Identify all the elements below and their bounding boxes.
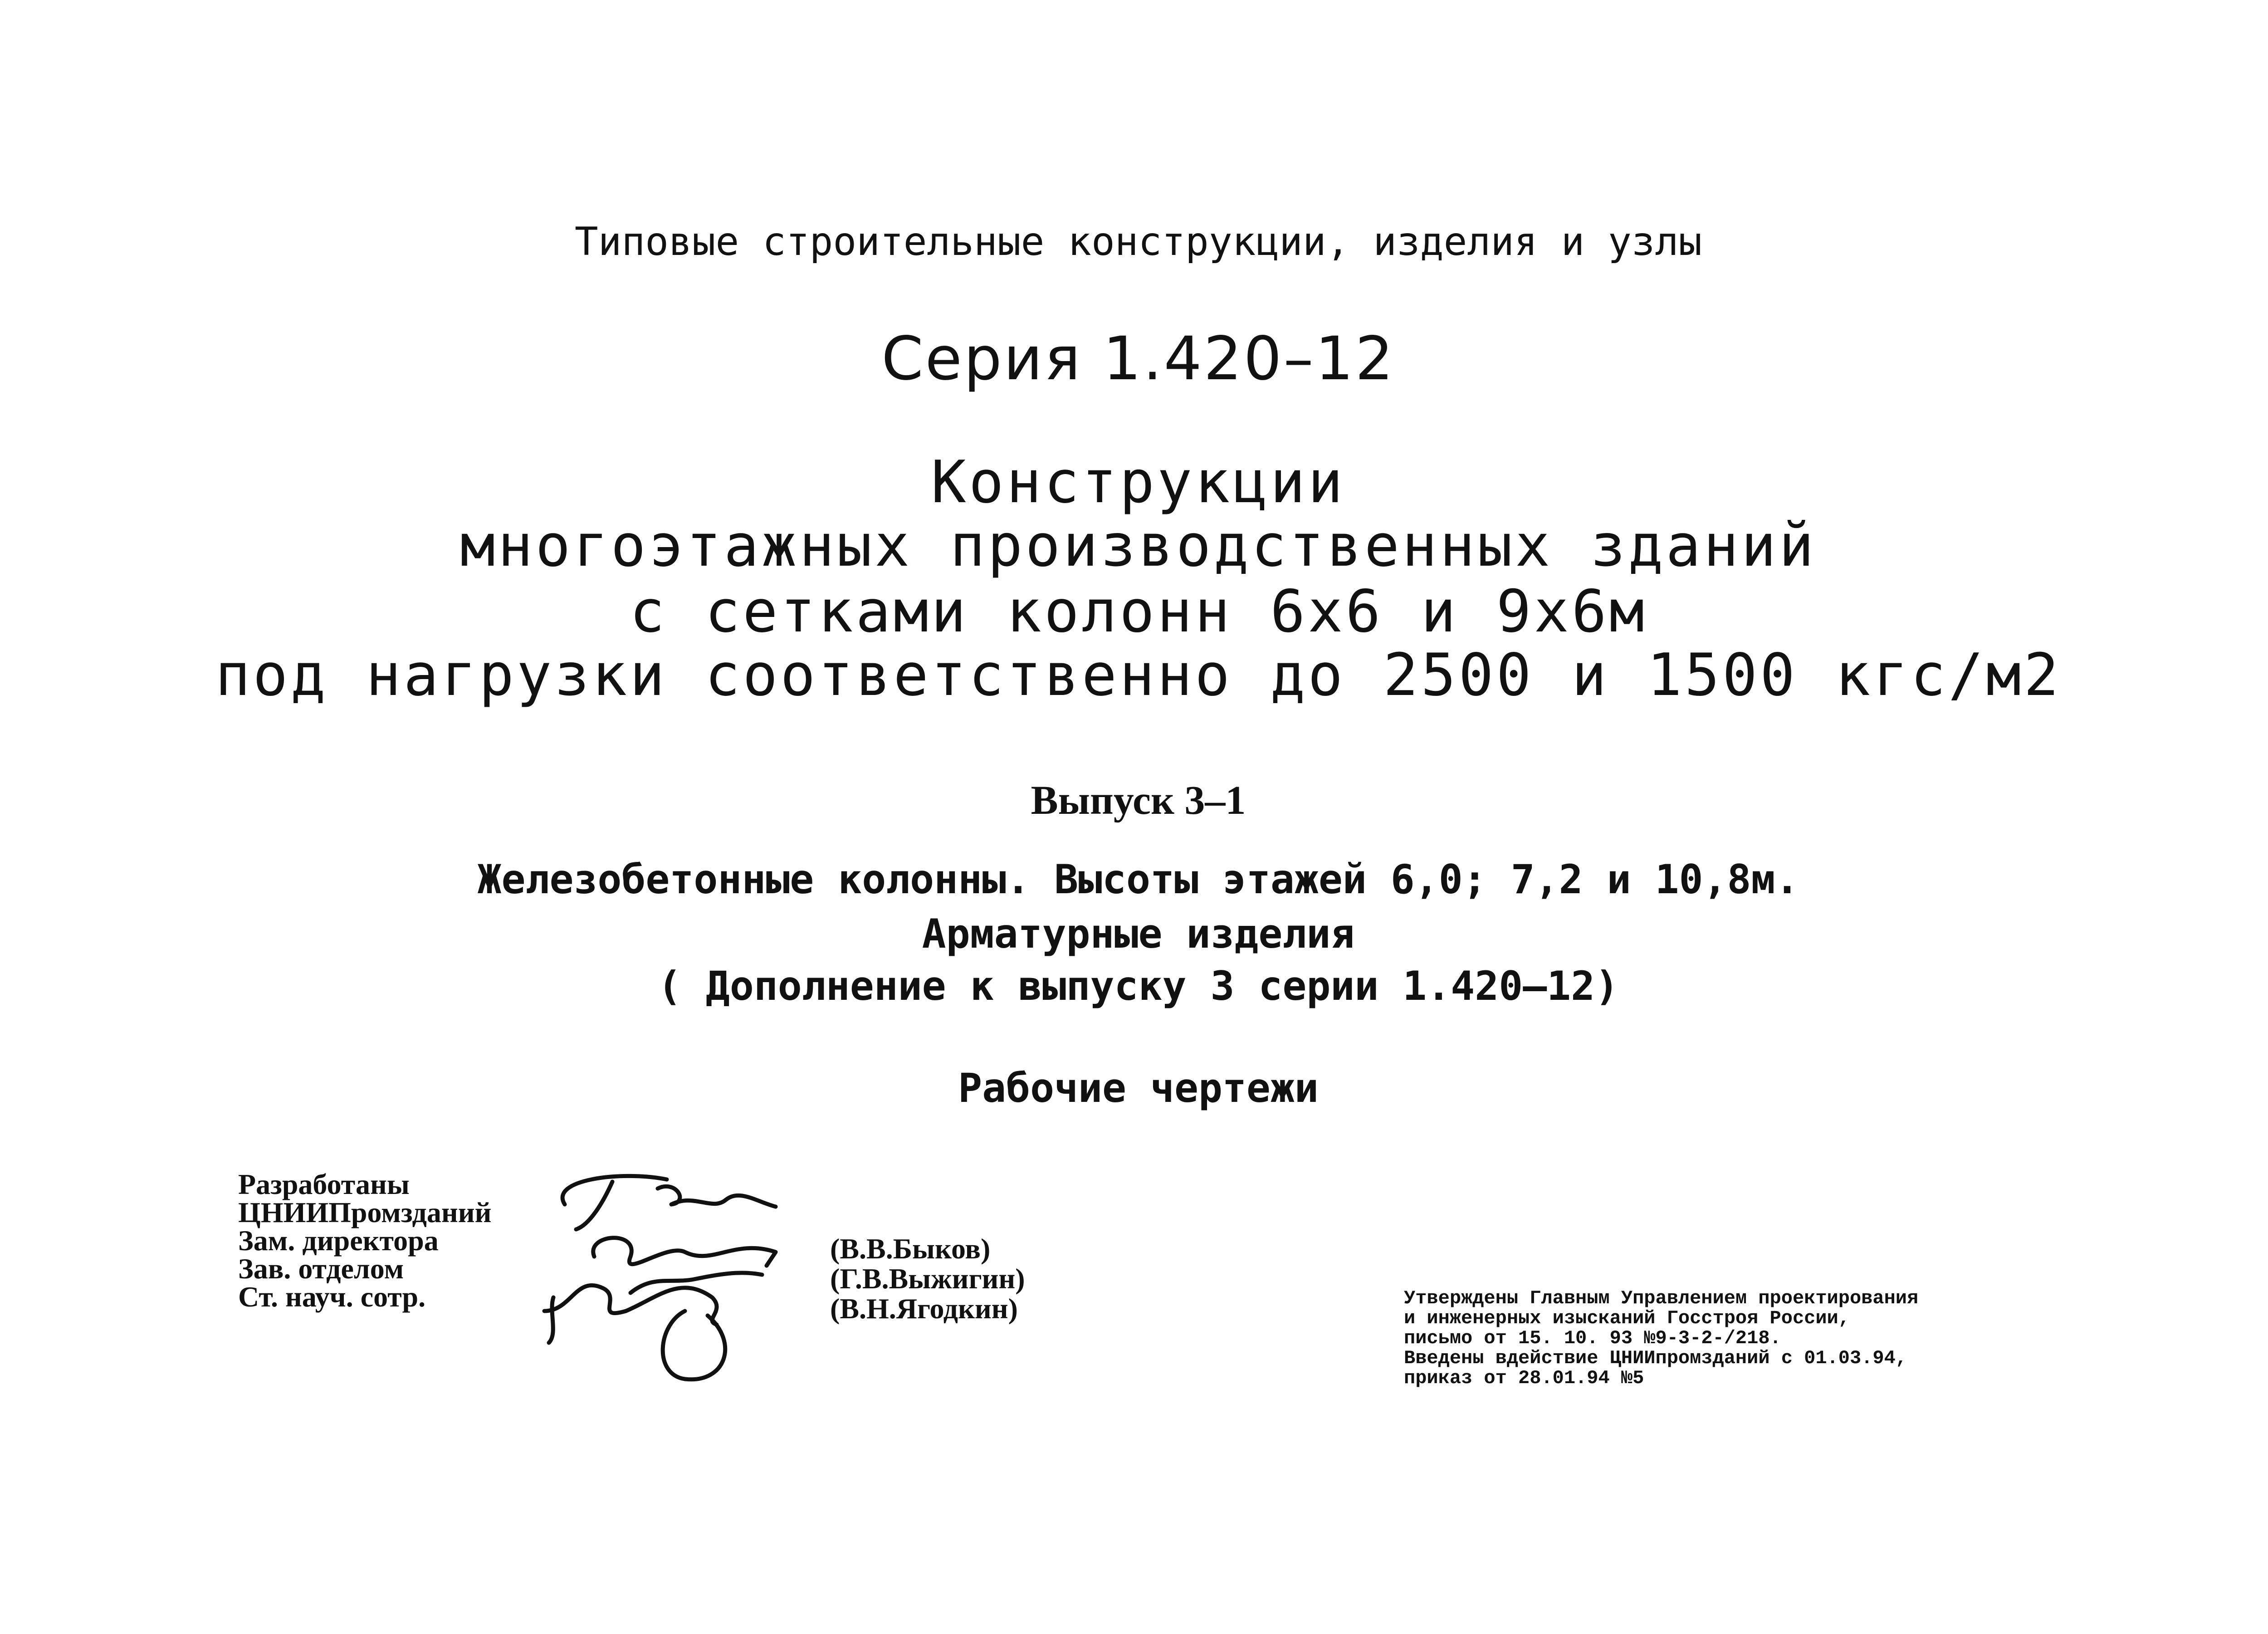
issue-number: Выпуск 3–1 (1031, 778, 1246, 823)
name-vyzhigin: (Г.В.Выжигин) (830, 1262, 1025, 1295)
approval-block (1404, 1288, 1918, 1388)
approval-line-1: Утверждены Главным Управлением проектирования (1404, 1287, 1919, 1309)
title-line-2: многоэтажных производственных зданий (460, 512, 1817, 580)
role-deputy-director: Зам. директора (238, 1224, 439, 1257)
approval-line-3: письмо от 15. 10. 93 №9-3-2-/218. (1404, 1327, 1781, 1349)
name-yagodkin: (В.Н.Ягодкин) (830, 1292, 1018, 1325)
title-line-4: под нагрузки соответственно до 2500 и 1500 кгс/м2 (215, 641, 2062, 709)
name-bykov: (В.В.Быков) (830, 1233, 991, 1265)
subtitle-line-3: ( Дополнение к выпуску 3 серии 1.420–12) (657, 963, 1619, 1009)
developed-label: Разработаны (238, 1168, 410, 1200)
developer-org: ЦНИИПромзданий (238, 1196, 492, 1228)
names-block (830, 1234, 1025, 1324)
series-header: Типовые строительные конструкции, изделия и узлы (574, 219, 1702, 264)
signatures-icon (522, 1161, 839, 1388)
developers-block (238, 1170, 491, 1311)
role-head-of-department: Зав. отделом (238, 1252, 404, 1285)
subtitle-line-2: Арматурные изделия (922, 910, 1355, 957)
subtitle-line-1: Железобетонные колонны. Высоты этажей 6,0; 7,2 и 10,8м. (477, 856, 1799, 903)
approval-line-5: приказ от 28.01.94 №5 (1404, 1367, 1644, 1389)
series-number: Серия 1.420–12 (881, 324, 1395, 394)
approval-line-4: Введены вдействие ЦНИИпромзданий с 01.03.94, (1404, 1347, 1907, 1369)
working-drawings-label: Рабочие чертежи (958, 1065, 1319, 1111)
title-line-3: с сетками колонн 6х6 и 9х6м (630, 578, 1647, 646)
role-senior-researcher: Ст. науч. сотр. (238, 1281, 426, 1313)
title-line-1: Конструкции (931, 449, 1346, 516)
approval-line-2: и инженерных изысканий Госстроя России, (1404, 1307, 1850, 1329)
